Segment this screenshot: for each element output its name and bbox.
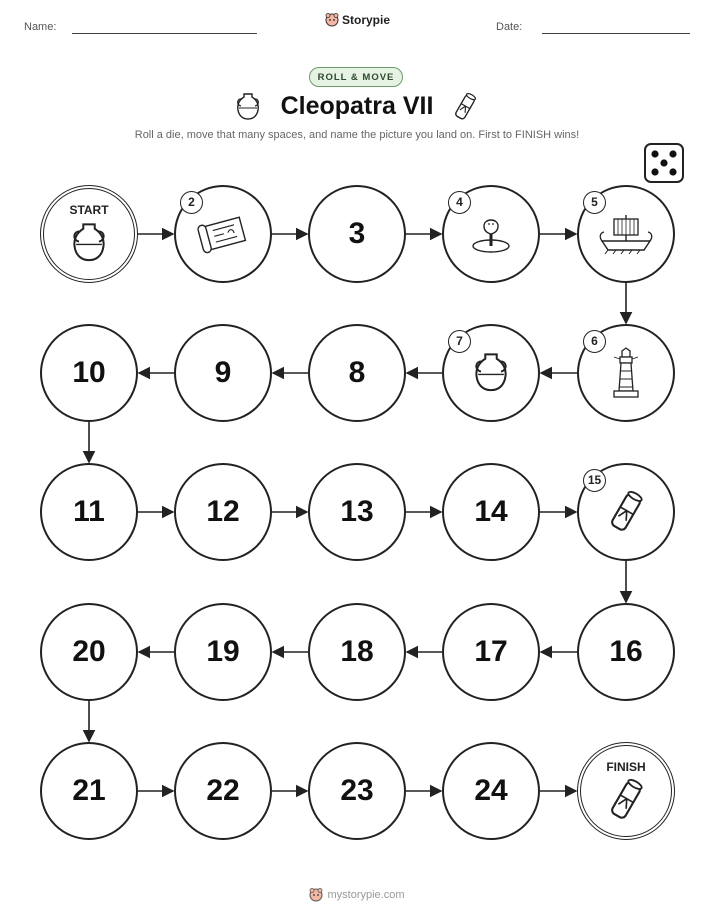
- sailing-ship-icon: [598, 211, 654, 257]
- space-number-badge: 6: [583, 330, 606, 353]
- board-space-6: [577, 324, 675, 422]
- space-number: 9: [214, 356, 232, 389]
- board-space-2: [174, 185, 272, 283]
- board-space-5: [577, 185, 675, 283]
- board-space-17: [442, 603, 540, 701]
- finish-label: FINISH: [606, 760, 646, 774]
- board-space-24: [442, 742, 540, 840]
- board-space-18: [308, 603, 406, 701]
- board-space-21: [40, 742, 138, 840]
- amphora-icon: [471, 350, 511, 396]
- space-number: 23: [340, 774, 374, 807]
- space-number: 8: [348, 356, 366, 389]
- rolled-scroll-icon: [606, 488, 646, 536]
- footer-site: mystorypie.com: [327, 889, 405, 901]
- lighthouse-icon: [608, 347, 644, 399]
- papyrus-scroll-icon: [196, 214, 250, 254]
- space-number: 24: [474, 774, 508, 807]
- space-number: 17: [474, 635, 508, 668]
- space-number: 19: [206, 635, 240, 668]
- space-number: 14: [474, 495, 508, 528]
- space-number-badge: 7: [448, 330, 471, 353]
- board-space-11: [40, 463, 138, 561]
- board-space-10: [40, 324, 138, 422]
- board-space-finish: [577, 742, 675, 840]
- brand-name: Storypie: [342, 13, 391, 27]
- space-number: 3: [348, 217, 366, 250]
- space-number: 22: [206, 774, 240, 807]
- amphora-icon: [69, 220, 109, 266]
- space-number: 11: [73, 495, 105, 528]
- space-number: 12: [206, 495, 240, 528]
- space-number: 13: [340, 495, 374, 528]
- activity-tag: ROLL & MOVE: [309, 67, 403, 87]
- board-space-20: [40, 603, 138, 701]
- board-space-7: [442, 324, 540, 422]
- name-label: Name:: [24, 21, 57, 33]
- board-space-16: [577, 603, 675, 701]
- board-space-8: [308, 324, 406, 422]
- board-space-13: [308, 463, 406, 561]
- rolled-scroll-icon: [606, 776, 646, 824]
- board-space-22: [174, 742, 272, 840]
- board-space-19: [174, 603, 272, 701]
- instructions: Roll a die, move that many spaces, and name the picture you land on. First to FINISH wins!: [134, 129, 580, 141]
- date-label: Date:: [496, 21, 523, 33]
- space-number: 16: [609, 635, 643, 668]
- board-space-14: [442, 463, 540, 561]
- start-label: START: [69, 203, 109, 217]
- cobra-icon: [467, 212, 515, 256]
- board-space-15: [577, 463, 675, 561]
- space-number-badge: 15: [583, 469, 606, 492]
- space-number-badge: 2: [180, 191, 203, 214]
- footer: [0, 888, 714, 902]
- space-number: 18: [340, 635, 374, 668]
- space-number-badge: 5: [583, 191, 606, 214]
- board-space-9: [174, 324, 272, 422]
- space-number-badge: 4: [448, 191, 471, 214]
- space-number: 10: [72, 356, 106, 389]
- page-title: Cleopatra VII: [280, 92, 434, 120]
- board-space-4: [442, 185, 540, 283]
- space-number: 20: [72, 635, 106, 668]
- board-space-3: [308, 185, 406, 283]
- board-space-23: [308, 742, 406, 840]
- mascot-icon: [309, 888, 323, 902]
- board-space-12: [174, 463, 272, 561]
- board-space-start: [40, 185, 138, 283]
- space-number: 21: [72, 774, 106, 807]
